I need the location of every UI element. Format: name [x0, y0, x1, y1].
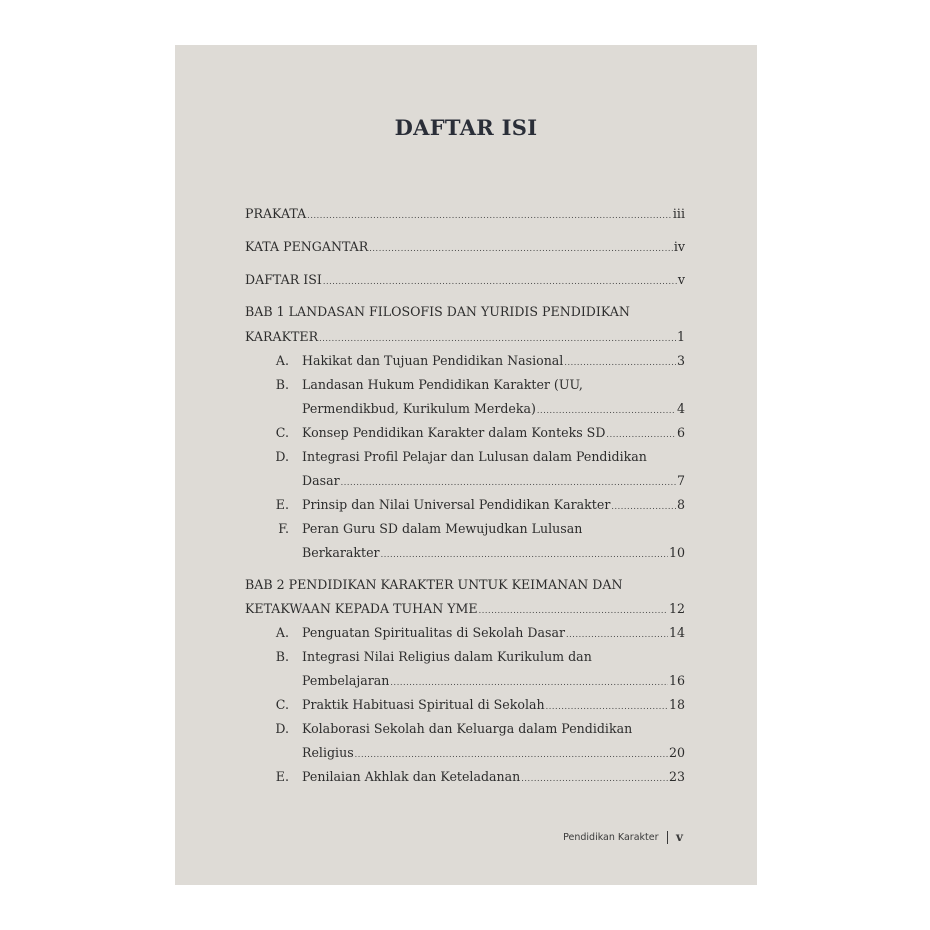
- toc-entry-text: Hakikat dan Tujuan Pendidikan Nasional: [302, 353, 564, 368]
- toc-entry-text: Konsep Pendidikan Karakter dalam Konteks SD: [302, 425, 606, 440]
- toc-page-number: 8: [676, 497, 685, 512]
- dot-leader: [323, 277, 677, 286]
- toc-page-number: 18: [668, 697, 685, 712]
- toc-item-letter: D.: [275, 721, 289, 736]
- toc-page-number: 4: [676, 401, 685, 416]
- toc-item-letter: F.: [278, 521, 289, 536]
- toc-item-letter: C.: [275, 425, 289, 440]
- toc-item-2d: [302, 745, 685, 760]
- toc-page-number: 20: [668, 745, 685, 760]
- toc-item-1e: [302, 497, 685, 512]
- toc-item-1c: [302, 425, 685, 440]
- toc-entry-text: Prinsip dan Nilai Universal Pendidikan Karakter: [302, 497, 611, 512]
- toc-page-number: 1: [676, 329, 685, 344]
- toc-page-number: 10: [668, 545, 685, 560]
- toc-item-2d-line1: Kolaborasi Sekolah dan Keluarga dalam Pendidikan: [302, 721, 633, 736]
- toc-entry-text: KETAKWAAN KEPADA TUHAN YME: [245, 601, 478, 616]
- toc-page-number: 16: [668, 673, 685, 688]
- dot-leader: [381, 550, 668, 559]
- toc-item-2c: [302, 697, 685, 712]
- toc-item-letter: A.: [275, 353, 289, 368]
- dot-leader: [606, 430, 676, 439]
- toc-entry-text: Penguatan Spiritualitas di Sekolah Dasar: [302, 625, 566, 640]
- page-title: DAFTAR ISI: [394, 115, 538, 140]
- toc-page-number: 3: [676, 353, 685, 368]
- dot-leader: [369, 244, 673, 253]
- toc-item-1d: [302, 473, 685, 488]
- toc-entry-prakata: [245, 206, 685, 221]
- toc-page-number: iii: [672, 206, 685, 221]
- toc-entry-text: Religius: [302, 745, 354, 760]
- toc-item-1b-line1: Landasan Hukum Pendidikan Karakter (UU,: [302, 377, 583, 392]
- dot-leader: [307, 211, 672, 220]
- toc-entry-text: PRAKATA: [245, 206, 307, 221]
- toc-item-1f: [302, 545, 685, 560]
- toc-chapter-1-heading: BAB 1 LANDASAN FILOSOFIS DAN YURIDIS PENDIDIKAN: [245, 304, 630, 319]
- toc-entry-daftar-isi: [245, 272, 685, 287]
- toc-item-letter: B.: [275, 649, 289, 664]
- toc-item-letter: A.: [275, 625, 289, 640]
- toc-entry-kata-pengantar: [245, 239, 685, 254]
- toc-entry-text: Pembelajaran: [302, 673, 390, 688]
- toc-item-letter: B.: [275, 377, 289, 392]
- dot-leader: [341, 478, 676, 487]
- toc-item-2b-line1: Integrasi Nilai Religius dalam Kurikulum dan: [302, 649, 592, 664]
- toc-item-letter: C.: [275, 697, 289, 712]
- toc-page-number: 6: [676, 425, 685, 440]
- page-footer: [563, 830, 683, 844]
- toc-item-2a: [302, 625, 685, 640]
- toc-item-letter: E.: [275, 769, 289, 784]
- toc-item-1a: [302, 353, 685, 368]
- toc-entry-text: KARAKTER: [245, 329, 319, 344]
- dot-leader: [521, 774, 668, 783]
- footer-separator: [667, 831, 669, 844]
- dot-leader: [564, 358, 676, 367]
- toc-item-2b: [302, 673, 685, 688]
- toc-page-number: 23: [668, 769, 685, 784]
- dot-leader: [390, 678, 668, 687]
- footer-book-title: Pendidikan Karakter: [563, 831, 659, 843]
- toc-chapter-2-heading: BAB 2 PENDIDIKAN KARAKTER UNTUK KEIMANAN DAN: [245, 577, 623, 592]
- dot-leader: [546, 702, 668, 711]
- book-page: [175, 45, 757, 885]
- dot-leader: [611, 502, 676, 511]
- dot-leader: [537, 406, 676, 415]
- toc-page-number: 7: [676, 473, 685, 488]
- toc-page-number: iv: [673, 239, 685, 254]
- dot-leader: [479, 606, 668, 615]
- toc-page-number: 12: [668, 601, 685, 616]
- toc-chapter-2: [245, 601, 685, 616]
- toc-item-1b: [302, 401, 685, 416]
- toc-entry-text: Permendikbud, Kurikulum Merdeka): [302, 401, 536, 416]
- dot-leader: [319, 334, 676, 343]
- dot-leader: [355, 750, 668, 759]
- toc-page-number: v: [677, 272, 685, 287]
- footer-page-number: v: [676, 830, 683, 844]
- toc-item-letter: D.: [275, 449, 289, 464]
- toc-page-number: 14: [668, 625, 685, 640]
- toc-entry-text: Praktik Habituasi Spiritual di Sekolah: [302, 697, 545, 712]
- toc-entry-text: KATA PENGANTAR: [245, 239, 369, 254]
- toc-chapter-1: [245, 329, 685, 344]
- toc-entry-text: DAFTAR ISI: [245, 272, 322, 287]
- toc-item-letter: E.: [275, 497, 289, 512]
- dot-leader: [566, 630, 668, 639]
- toc-item-2e: [302, 769, 685, 784]
- toc-item-1d-line1: Integrasi Profil Pelajar dan Lulusan dalam Pendidikan: [302, 449, 647, 464]
- toc-entry-text: Penilaian Akhlak dan Keteladanan: [302, 769, 521, 784]
- toc-entry-text: Berkarakter: [302, 545, 380, 560]
- toc-entry-text: Dasar: [302, 473, 340, 488]
- toc-item-1f-line1: Peran Guru SD dalam Mewujudkan Lulusan: [302, 521, 583, 536]
